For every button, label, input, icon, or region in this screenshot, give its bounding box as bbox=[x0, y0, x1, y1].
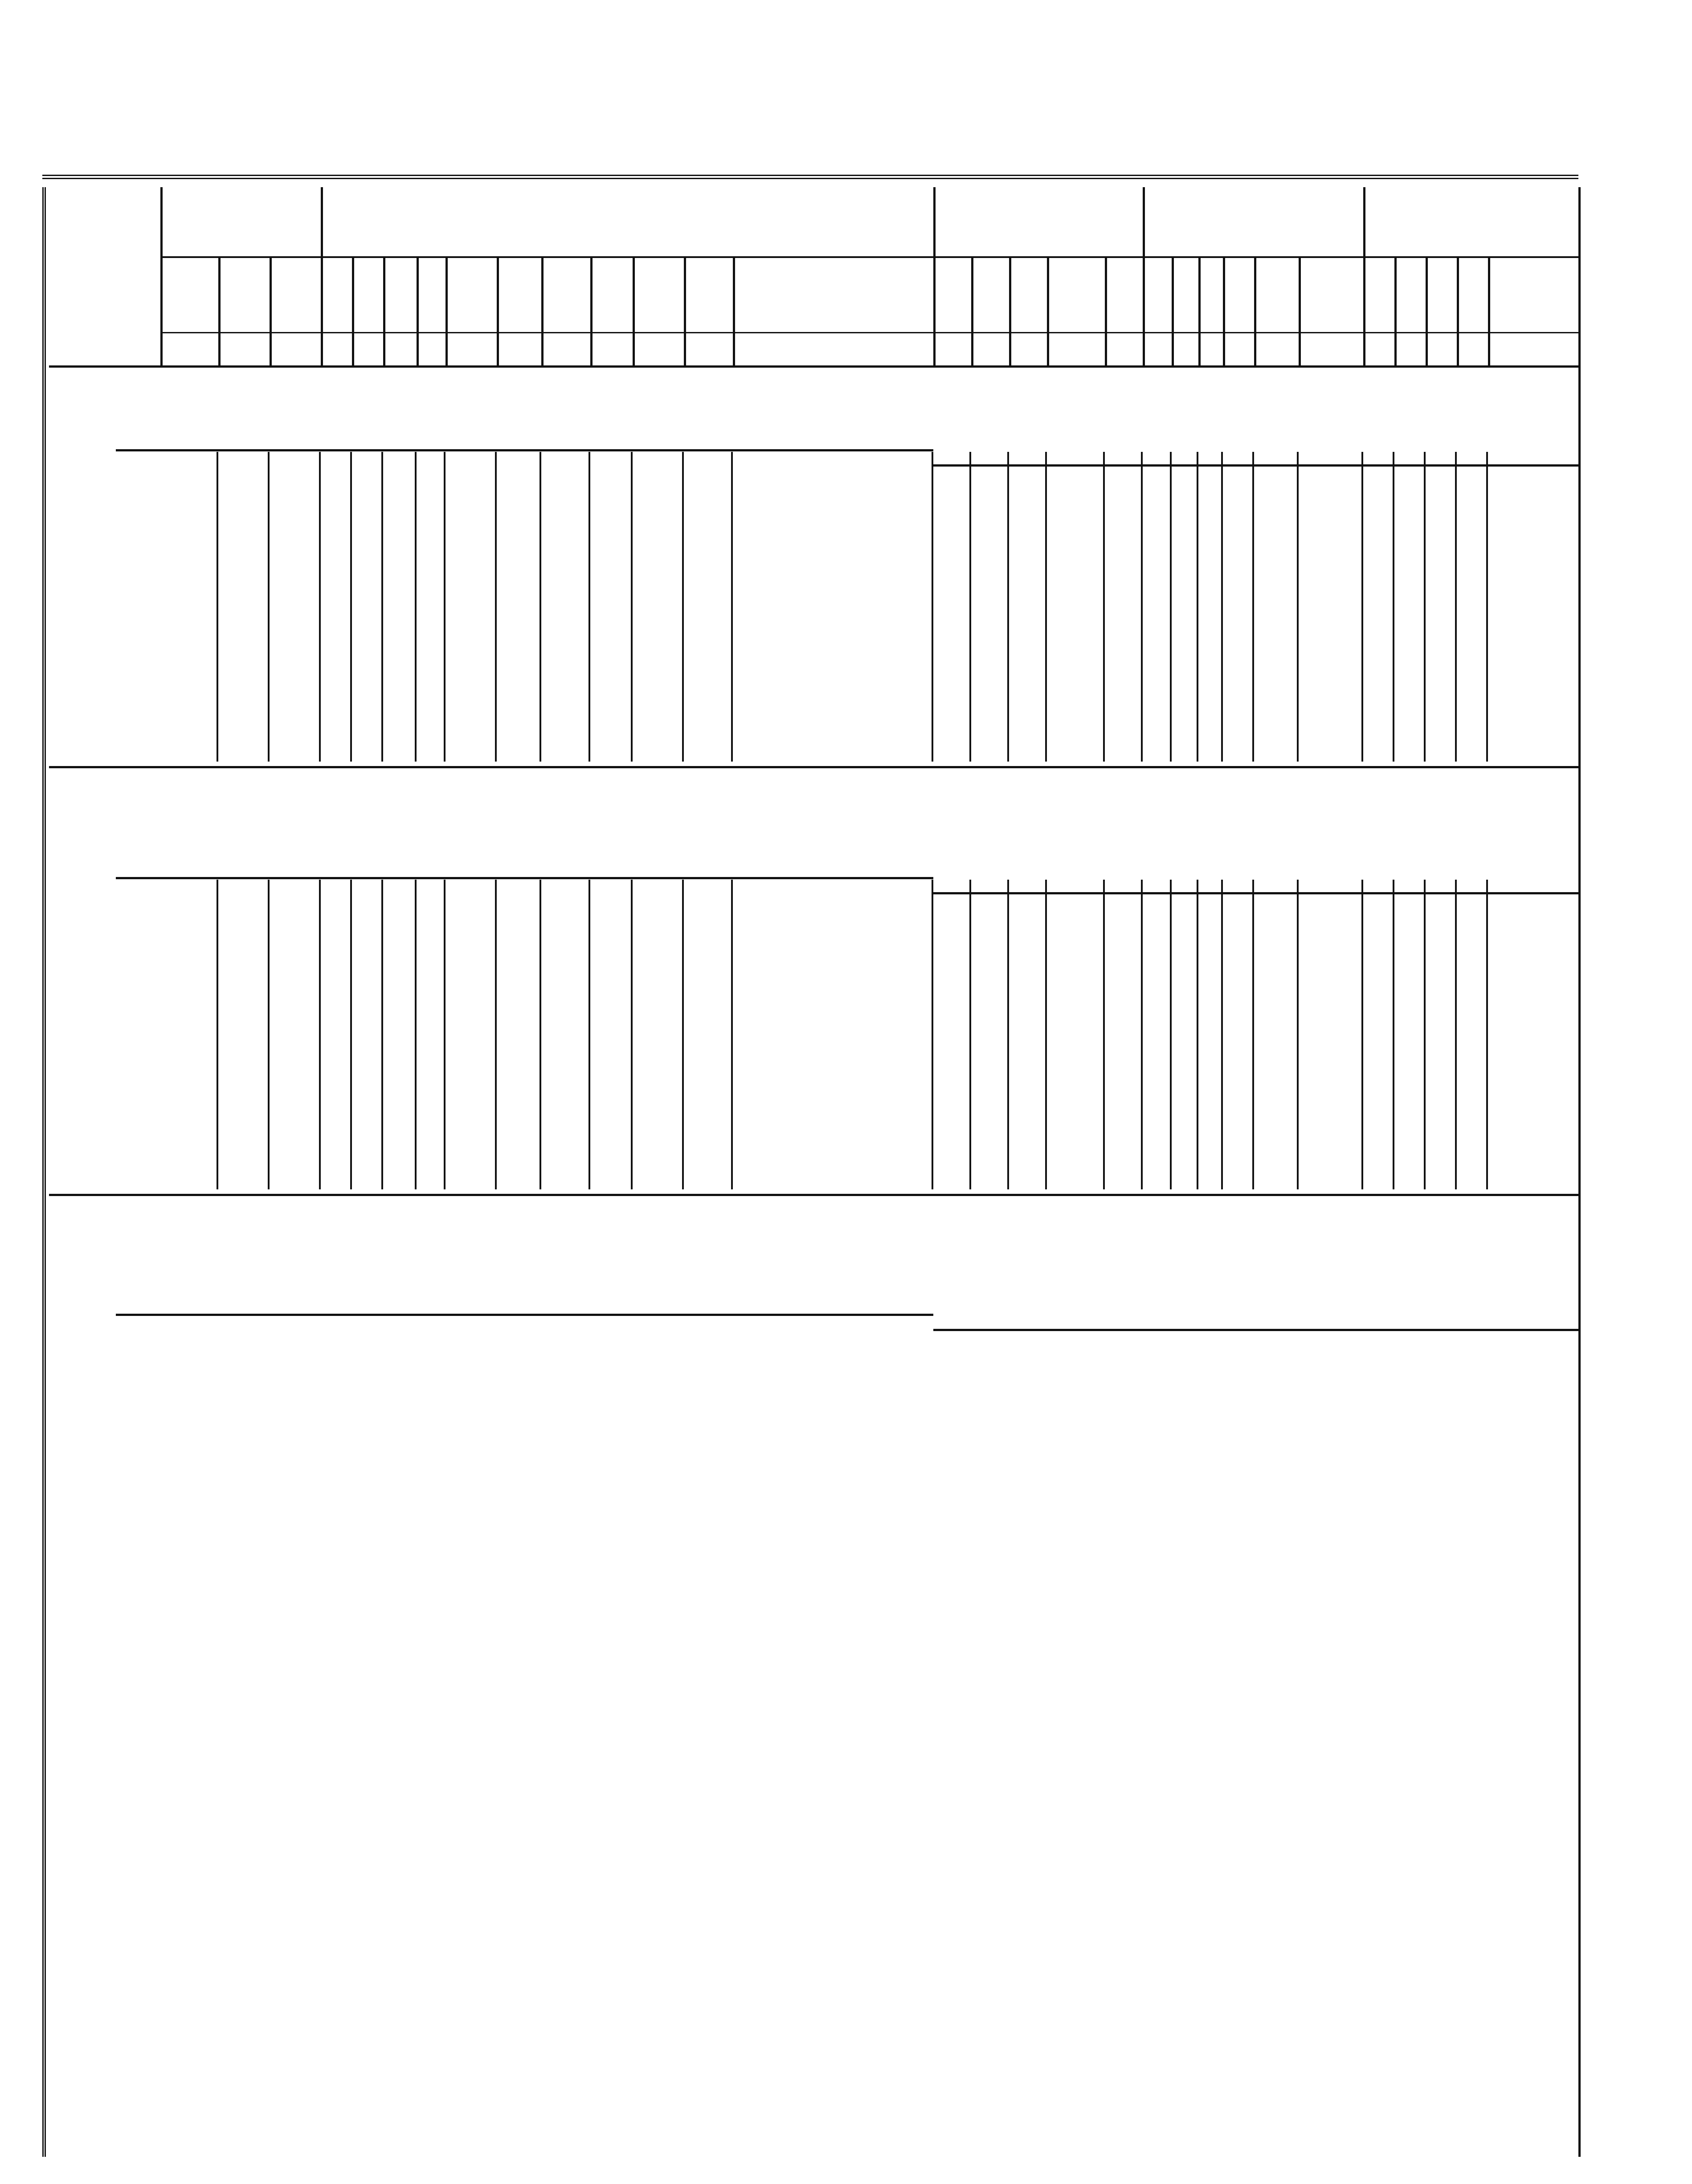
column-divider bbox=[268, 880, 270, 1189]
month-label bbox=[62, 680, 156, 701]
column-divider bbox=[1009, 256, 1011, 365]
month-label bbox=[62, 1356, 156, 1377]
column-divider bbox=[415, 452, 417, 762]
column-divider bbox=[631, 452, 633, 762]
column-divider bbox=[731, 880, 733, 1189]
column-divider bbox=[1197, 452, 1198, 762]
column-divider bbox=[932, 880, 933, 1189]
column-divider bbox=[1488, 256, 1490, 365]
column-divider bbox=[1047, 256, 1049, 365]
column-divider bbox=[270, 256, 272, 365]
column-divider bbox=[444, 880, 445, 1189]
header-bottom-rule bbox=[49, 365, 1578, 368]
month-label bbox=[62, 898, 156, 919]
column-divider bbox=[1007, 880, 1009, 1189]
right-border bbox=[1578, 187, 1581, 2157]
month-label bbox=[62, 1003, 156, 1024]
month-label bbox=[62, 1418, 156, 1439]
station-rule bbox=[116, 449, 933, 451]
month-label bbox=[62, 1502, 156, 1523]
column-divider bbox=[1299, 256, 1301, 365]
station-rule bbox=[116, 1314, 933, 1316]
column-divider bbox=[1426, 256, 1428, 365]
column-divider bbox=[631, 880, 633, 1189]
column-divider bbox=[1393, 880, 1394, 1189]
column-divider bbox=[541, 256, 544, 365]
column-divider bbox=[1486, 880, 1488, 1189]
column-divider bbox=[589, 880, 590, 1189]
column-divider bbox=[1141, 452, 1143, 762]
month-label bbox=[62, 512, 156, 533]
column-divider bbox=[495, 880, 497, 1189]
column-divider bbox=[350, 452, 352, 762]
month-label bbox=[62, 1460, 156, 1481]
column-divider bbox=[1457, 256, 1459, 365]
column-divider bbox=[1455, 452, 1457, 762]
station-rule bbox=[933, 464, 1578, 467]
station-rule bbox=[933, 892, 1578, 894]
month-label bbox=[62, 554, 156, 575]
header-group-divider bbox=[160, 187, 163, 365]
column-divider bbox=[1170, 452, 1172, 762]
month-label bbox=[62, 1335, 156, 1356]
month-label bbox=[62, 1397, 156, 1418]
column-divider bbox=[1141, 880, 1143, 1189]
column-divider bbox=[969, 880, 971, 1189]
header-group-rule bbox=[160, 256, 1578, 258]
column-divider bbox=[1221, 880, 1223, 1189]
column-divider bbox=[417, 256, 419, 365]
column-divider bbox=[684, 256, 686, 365]
month-label bbox=[62, 1024, 156, 1045]
column-divider bbox=[1252, 880, 1254, 1189]
column-divider bbox=[1455, 880, 1457, 1189]
column-divider bbox=[590, 256, 593, 365]
station-rule bbox=[116, 877, 933, 879]
station-rule bbox=[933, 1329, 1578, 1331]
column-divider bbox=[1424, 452, 1426, 762]
column-divider bbox=[321, 256, 323, 365]
month-label bbox=[62, 491, 156, 512]
month-label bbox=[62, 638, 156, 659]
column-divider bbox=[589, 452, 590, 762]
column-divider bbox=[1143, 256, 1145, 365]
month-label bbox=[62, 1481, 156, 1502]
column-divider bbox=[1254, 256, 1256, 365]
column-divider bbox=[1007, 452, 1009, 762]
column-divider bbox=[445, 256, 448, 365]
month-label bbox=[62, 1045, 156, 1065]
column-divider bbox=[932, 452, 933, 762]
left-border bbox=[42, 187, 49, 2157]
column-divider bbox=[1223, 256, 1225, 365]
column-divider bbox=[218, 256, 221, 365]
month-label bbox=[62, 1065, 156, 1086]
column-divider bbox=[633, 256, 635, 365]
month-label bbox=[62, 1439, 156, 1460]
month-labels bbox=[62, 898, 156, 1149]
column-divider bbox=[1252, 452, 1254, 762]
column-divider bbox=[352, 256, 354, 365]
column-divider bbox=[217, 452, 218, 762]
column-divider bbox=[350, 880, 352, 1189]
column-divider bbox=[1297, 880, 1299, 1189]
month-label bbox=[62, 617, 156, 638]
column-divider bbox=[1170, 880, 1172, 1189]
column-divider bbox=[1394, 256, 1397, 365]
column-divider bbox=[1393, 452, 1394, 762]
month-label bbox=[62, 1377, 156, 1397]
column-divider bbox=[1045, 452, 1047, 762]
column-divider bbox=[682, 452, 684, 762]
month-label bbox=[62, 596, 156, 617]
month-label bbox=[62, 940, 156, 961]
column-divider bbox=[1221, 452, 1223, 762]
station-bottom-rule bbox=[49, 1194, 1578, 1196]
month-label bbox=[62, 1523, 156, 1544]
column-divider bbox=[444, 452, 445, 762]
column-divider bbox=[319, 880, 321, 1189]
column-divider bbox=[1424, 880, 1426, 1189]
column-divider bbox=[268, 452, 270, 762]
column-divider bbox=[539, 452, 541, 762]
month-label bbox=[62, 1544, 156, 1565]
month-label bbox=[62, 533, 156, 554]
column-divider bbox=[1297, 452, 1299, 762]
month-label bbox=[62, 470, 156, 491]
column-divider bbox=[1361, 452, 1363, 762]
month-label bbox=[62, 961, 156, 982]
month-label bbox=[62, 659, 156, 680]
top-rule bbox=[42, 175, 1578, 179]
month-label bbox=[62, 919, 156, 940]
column-divider bbox=[1363, 256, 1365, 365]
column-divider bbox=[381, 880, 383, 1189]
month-label bbox=[62, 1107, 156, 1128]
column-divider bbox=[1197, 880, 1198, 1189]
column-divider bbox=[319, 452, 321, 762]
column-divider bbox=[1045, 880, 1047, 1189]
month-labels bbox=[62, 1335, 156, 1586]
column-divider bbox=[682, 880, 684, 1189]
month-labels bbox=[62, 470, 156, 721]
header-unit-rule bbox=[160, 332, 1578, 333]
column-divider bbox=[733, 256, 735, 365]
column-divider bbox=[1486, 452, 1488, 762]
column-divider bbox=[969, 452, 971, 762]
column-divider bbox=[495, 452, 497, 762]
column-divider bbox=[383, 256, 385, 365]
month-label bbox=[62, 1565, 156, 1586]
month-label bbox=[62, 1128, 156, 1149]
column-divider bbox=[497, 256, 499, 365]
month-label bbox=[62, 982, 156, 1003]
month-label bbox=[62, 575, 156, 596]
column-divider bbox=[1105, 256, 1107, 365]
column-divider bbox=[731, 452, 733, 762]
column-divider bbox=[1198, 256, 1201, 365]
column-divider bbox=[217, 880, 218, 1189]
column-divider bbox=[415, 880, 417, 1189]
column-divider bbox=[1103, 452, 1105, 762]
column-divider bbox=[539, 880, 541, 1189]
month-label bbox=[62, 1086, 156, 1107]
station-bottom-rule bbox=[49, 766, 1578, 768]
column-divider bbox=[933, 256, 936, 365]
column-divider bbox=[1103, 880, 1105, 1189]
column-divider bbox=[1361, 880, 1363, 1189]
column-divider bbox=[971, 256, 973, 365]
column-divider bbox=[1172, 256, 1174, 365]
month-label bbox=[62, 701, 156, 721]
column-divider bbox=[381, 452, 383, 762]
